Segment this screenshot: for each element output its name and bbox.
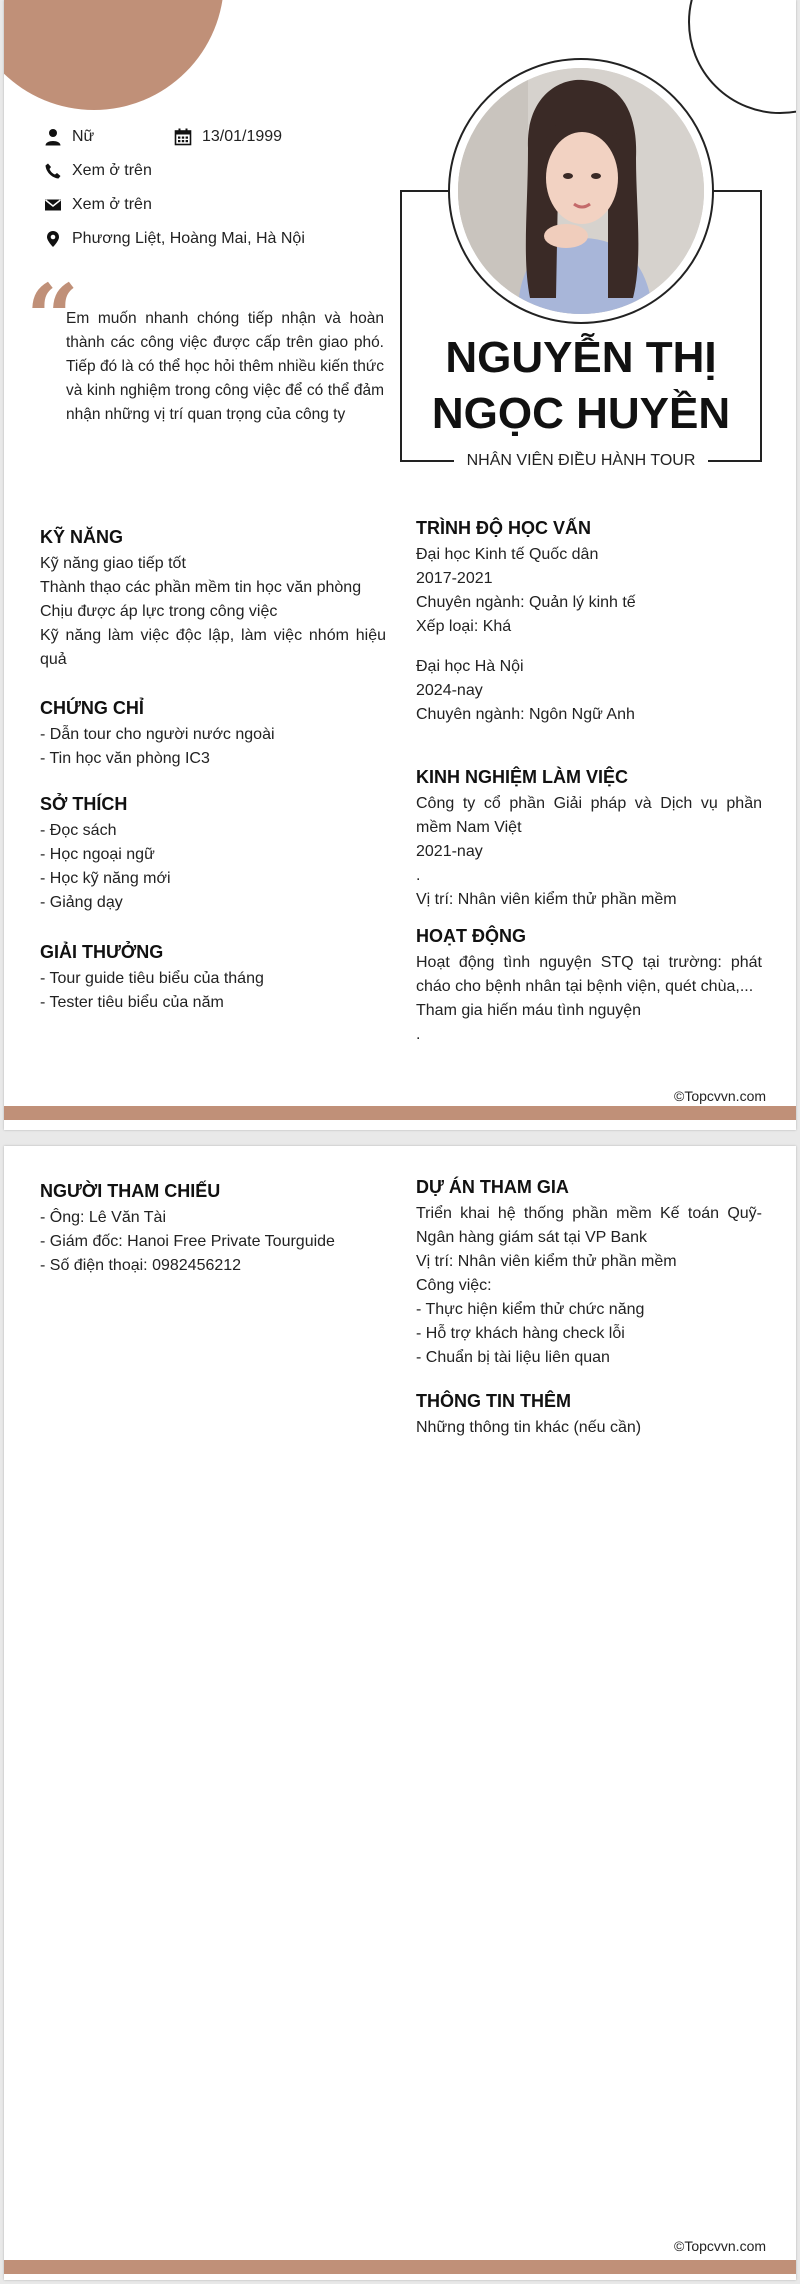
- gender-value: Nữ: [72, 128, 95, 145]
- school-period: 2017-2021: [416, 570, 493, 587]
- skill-item: Kỹ năng giao tiếp tốt: [40, 555, 186, 572]
- reference-item: - Giám đốc: Hanoi Free Private Tourguide: [40, 1233, 335, 1250]
- footer-watermark: ©Topcvvn.com: [674, 1088, 767, 1104]
- mail-icon: [44, 196, 62, 214]
- footer-watermark: ©Topcvvn.com: [674, 2238, 767, 2254]
- certificate-item: - Dẫn tour cho người nước ngoài: [40, 726, 275, 743]
- avatar: [448, 58, 714, 324]
- skills-list: [40, 552, 386, 672]
- person-icon: [44, 128, 62, 146]
- full-name: [404, 330, 758, 442]
- quote-icon: “: [26, 264, 79, 372]
- decorative-circle-top-left: [4, 0, 224, 110]
- experience-title: KINH NGHIỆM LÀM VIỆC: [416, 767, 629, 787]
- hobbies-title: SỞ THÍCH: [40, 794, 128, 814]
- address-value: Phương Liệt, Hoàng Mai, Hà Nội: [72, 230, 305, 247]
- bottom-accent-bar: [4, 1106, 796, 1120]
- cv-page-1: [4, 0, 796, 1130]
- references-list: [40, 1206, 386, 1278]
- school-major: Chuyên ngành: Ngôn Ngữ Anh: [416, 706, 635, 723]
- school-name: Đại học Kinh tế Quốc dân: [416, 546, 599, 563]
- education-school-1: [416, 543, 762, 639]
- school-grade: Xếp loại: Khá: [416, 618, 512, 635]
- phone-icon: [44, 162, 62, 180]
- references-title: NGƯỜI THAM CHIẾU: [40, 1181, 221, 1201]
- full-name-line-1: NGUYỄN THỊ: [445, 333, 717, 382]
- decorative-circle-top-right: [688, 0, 796, 114]
- gender-row: [44, 128, 94, 146]
- hobbies-list: [40, 819, 386, 915]
- hobby-item: - Giảng dạy: [40, 894, 123, 911]
- hobby-item: - Đọc sách: [40, 822, 117, 839]
- extra-info-text: Những thông tin khác (nếu cần): [416, 1419, 642, 1436]
- job-title: NHÂN VIÊN ĐIỀU HÀNH TOUR: [454, 450, 708, 472]
- hobby-item: - Học kỹ năng mới: [40, 870, 171, 887]
- skill-item: Chịu được áp lực trong công việc: [40, 603, 278, 620]
- career-objective: Em muốn nhanh chóng tiếp nhận và hoàn thành các công việc được cấp trên giao phó. Tiếp đó là có thể học hỏi thêm nhiều kiến thức và kinh nghiệm trong công việc để có thể đảm nhận những vị trí quan trọng của công ty: [66, 310, 384, 423]
- experience-period: 2021-nay: [416, 843, 483, 860]
- location-pin-icon: [44, 230, 62, 248]
- activity-item: Tham gia hiến máu tình nguyện: [416, 1002, 642, 1019]
- project-task-item: - Thực hiện kiểm thử chức năng: [416, 1301, 645, 1318]
- avatar-photo: [458, 68, 704, 314]
- certificates-title: CHỨNG CHỈ: [40, 698, 144, 718]
- reference-item: - Ông: Lê Văn Tài: [40, 1209, 166, 1226]
- birthday-value: 13/01/1999: [202, 128, 283, 145]
- calendar-icon: [174, 128, 192, 146]
- skill-item: Thành thạo các phần mềm tin học văn phòng: [40, 579, 362, 596]
- experience-details: [416, 792, 762, 912]
- skills-title: KỸ NĂNG: [40, 527, 124, 547]
- projects-title: DỰ ÁN THAM GIA: [416, 1177, 569, 1197]
- project-name: Triển khai hệ thống phần mềm Kế toán Quỹ- Ngân hàng giám sát tại VP Bank: [416, 1205, 762, 1246]
- award-item: - Tour guide tiêu biểu của tháng: [40, 970, 264, 987]
- education-school-2: [416, 655, 762, 727]
- activities-title: HOẠT ĐỘNG: [416, 926, 526, 946]
- extra-info-title: THÔNG TIN THÊM: [416, 1391, 571, 1411]
- experience-separator: .: [416, 867, 421, 884]
- award-item: - Tester tiêu biểu của năm: [40, 994, 224, 1011]
- email-value: Xem ở trên: [72, 196, 152, 213]
- projects-details: [416, 1202, 762, 1370]
- activities-details: [416, 951, 762, 1047]
- school-period: 2024-nay: [416, 682, 483, 699]
- school-name: Đại học Hà Nội: [416, 658, 524, 675]
- experience-position: Vị trí: Nhân viên kiểm thử phần mềm: [416, 891, 677, 908]
- reference-item: - Số điện thoại: 0982456212: [40, 1257, 242, 1274]
- certificates-list: [40, 723, 386, 771]
- awards-title: GIẢI THƯỞNG: [40, 942, 164, 962]
- hobby-item: - Học ngoại ngữ: [40, 846, 155, 863]
- activity-item: Hoạt động tình nguyện STQ tại trường: phát cháo cho bệnh nhân tại bệnh viện, quét chùa,...: [416, 954, 762, 995]
- skill-item: Kỹ năng làm việc độc lập, làm việc nhóm hiệu quả: [40, 627, 386, 668]
- experience-company: Công ty cổ phần Giải pháp và Dịch vụ phần mềm Nam Việt: [416, 795, 762, 836]
- awards-list: [40, 967, 386, 1015]
- project-tasks-label: Công việc:: [416, 1277, 492, 1294]
- full-name-line-2: NGỌC HUYỀN: [431, 389, 731, 438]
- cv-page-2: [4, 1146, 796, 2280]
- phone-value: Xem ở trên: [72, 162, 152, 179]
- birthday-row: [174, 128, 282, 146]
- project-task-item: - Hỗ trợ khách hàng check lỗi: [416, 1325, 625, 1342]
- address-row: [44, 230, 305, 248]
- education-title: TRÌNH ĐỘ HỌC VẤN: [416, 518, 591, 538]
- project-position: Vị trí: Nhân viên kiểm thử phần mềm: [416, 1253, 677, 1270]
- bottom-accent-bar: [4, 2260, 796, 2274]
- activity-separator: .: [416, 1026, 421, 1043]
- certificate-item: - Tin học văn phòng IC3: [40, 750, 210, 767]
- school-major: Chuyên ngành: Quản lý kinh tế: [416, 594, 636, 611]
- phone-row: [44, 162, 152, 180]
- project-task-item: - Chuẩn bị tài liệu liên quan: [416, 1349, 610, 1366]
- email-row: [44, 196, 152, 214]
